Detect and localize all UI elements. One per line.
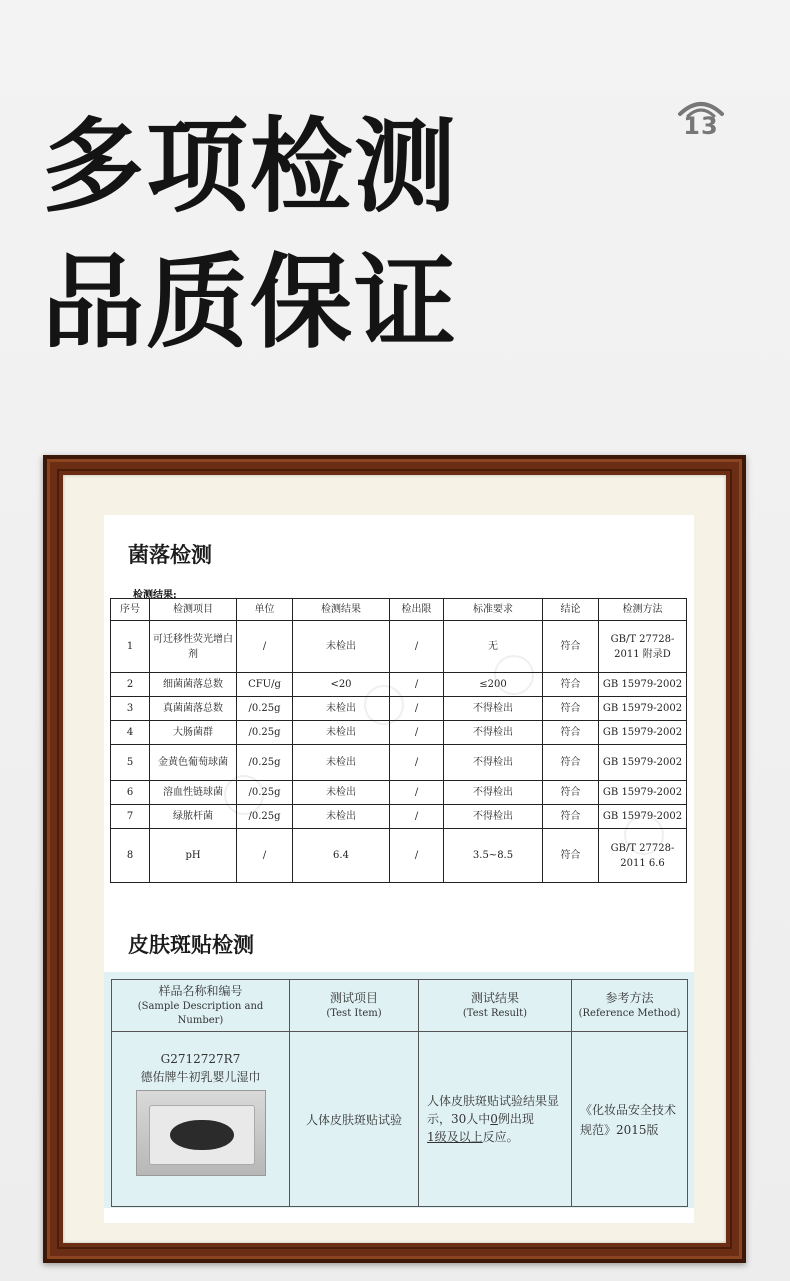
table-cell: / bbox=[390, 673, 444, 697]
table-cell: pH bbox=[150, 829, 237, 883]
table-cell: 溶血性链球菌 bbox=[150, 781, 237, 805]
table-cell: 未检出 bbox=[293, 621, 390, 673]
result-count: 0 bbox=[490, 1112, 498, 1126]
result-label: 检测结果: bbox=[133, 590, 177, 601]
header-en: (Sample Description and Number) bbox=[137, 1001, 264, 1026]
header-cn: 测试结果 bbox=[470, 991, 519, 1005]
table-cell: 符合 bbox=[543, 721, 599, 745]
pack-opening bbox=[170, 1120, 234, 1150]
table-row bbox=[111, 781, 687, 805]
header-en: (Reference Method) bbox=[578, 1008, 681, 1019]
sample-cell bbox=[112, 1032, 290, 1207]
table-cell: 未检出 bbox=[293, 721, 390, 745]
header-cell bbox=[419, 980, 572, 1032]
table-cell: 1 bbox=[111, 621, 150, 673]
result-level: 1级及以上 bbox=[427, 1130, 483, 1144]
table-cell: / bbox=[390, 721, 444, 745]
patch-test-table bbox=[111, 979, 688, 1207]
table-cell: / bbox=[237, 621, 293, 673]
table-cell: 符合 bbox=[543, 805, 599, 829]
table-cell: 金黄色葡萄球菌 bbox=[150, 745, 237, 781]
sample-name: 德佑牌牛初乳婴儿湿巾 bbox=[140, 1070, 261, 1084]
hero-title-line2: 品质保证 bbox=[42, 244, 458, 363]
table-cell: 不得检出 bbox=[444, 697, 543, 721]
table-cell: / bbox=[390, 805, 444, 829]
picture-frame bbox=[43, 455, 746, 1263]
table-cell: 符合 bbox=[543, 745, 599, 781]
table-cell: 符合 bbox=[543, 697, 599, 721]
table-cell: 6.4 bbox=[293, 829, 390, 883]
table-cell: 不得检出 bbox=[444, 721, 543, 745]
table-cell: CFU/g bbox=[237, 673, 293, 697]
table-cell: GB 15979-2002 bbox=[599, 697, 687, 721]
table-cell: 不得检出 bbox=[444, 781, 543, 805]
table-cell: 大肠菌群 bbox=[150, 721, 237, 745]
table-cell: 未检出 bbox=[293, 745, 390, 781]
header-cn: 测试项目 bbox=[329, 991, 378, 1005]
header-cell: 结论 bbox=[543, 599, 599, 621]
table-row bbox=[111, 621, 687, 673]
table-cell: 2 bbox=[111, 673, 150, 697]
table-cell: GB/T 27728-2011 附录D bbox=[599, 621, 687, 673]
table-cell: 7 bbox=[111, 805, 150, 829]
table-cell: 绿脓杆菌 bbox=[150, 805, 237, 829]
table-cell: 3 bbox=[111, 697, 150, 721]
table-header-row bbox=[112, 980, 688, 1032]
hero-title-line1: 多项检测 bbox=[42, 108, 458, 227]
colony-section-title: 菌落检测 bbox=[128, 543, 212, 567]
table-cell: 未检出 bbox=[293, 781, 390, 805]
header-cell: 标准要求 bbox=[444, 599, 543, 621]
table-cell: 无 bbox=[444, 621, 543, 673]
table-cell: 不得检出 bbox=[444, 805, 543, 829]
header-cell: 单位 bbox=[237, 599, 293, 621]
table-cell: 符合 bbox=[543, 781, 599, 805]
table-cell: / bbox=[390, 621, 444, 673]
table-cell: 真菌菌落总数 bbox=[150, 697, 237, 721]
table-row bbox=[111, 721, 687, 745]
table-cell: GB 15979-2002 bbox=[599, 781, 687, 805]
table-cell: 未检出 bbox=[293, 805, 390, 829]
table-row bbox=[111, 805, 687, 829]
wipes-pack-image bbox=[149, 1105, 255, 1165]
header-cell: 检测项目 bbox=[150, 599, 237, 621]
table-cell: /0.25g bbox=[237, 721, 293, 745]
table-cell: 8 bbox=[111, 829, 150, 883]
table-cell: /0.25g bbox=[237, 697, 293, 721]
table-cell: /0.25g bbox=[237, 805, 293, 829]
header-en: (Test Result) bbox=[462, 1008, 528, 1019]
header-cell: 检测结果 bbox=[293, 599, 390, 621]
header-cell bbox=[112, 980, 290, 1032]
table-row bbox=[111, 697, 687, 721]
table-cell: 细菌菌落总数 bbox=[150, 673, 237, 697]
colony-results-table bbox=[110, 598, 687, 883]
header-cell: 检出限 bbox=[390, 599, 444, 621]
table-row bbox=[111, 745, 687, 781]
frame-mat bbox=[63, 475, 726, 1243]
table-cell: GB 15979-2002 bbox=[599, 805, 687, 829]
report-paper bbox=[104, 515, 694, 1223]
table-cell: ≤200 bbox=[444, 673, 543, 697]
result-text: 反应。 bbox=[482, 1130, 519, 1144]
header-cn: 样品名称和编号 bbox=[158, 984, 243, 998]
table-row bbox=[111, 829, 687, 883]
header-cn: 参考方法 bbox=[605, 991, 654, 1005]
table-cell: 5 bbox=[111, 745, 150, 781]
header-cell bbox=[572, 980, 688, 1032]
result-text: 例出现 bbox=[497, 1112, 534, 1126]
table-cell: / bbox=[390, 829, 444, 883]
table-cell: GB 15979-2002 bbox=[599, 673, 687, 697]
table-cell: GB 15979-2002 bbox=[599, 721, 687, 745]
table-cell: /0.25g bbox=[237, 781, 293, 805]
table-cell: GB/T 27728-2011 6.6 bbox=[599, 829, 687, 883]
table-cell: GB 15979-2002 bbox=[599, 745, 687, 781]
patch-section-title: 皮肤斑贴检测 bbox=[128, 933, 254, 957]
test-item: 人体皮肤斑贴试验 bbox=[305, 1113, 402, 1127]
table-cell: 符合 bbox=[543, 829, 599, 883]
header-en: (Test Item) bbox=[326, 1008, 382, 1019]
sample-code: G2712727R7 bbox=[160, 1052, 241, 1066]
product-photo bbox=[136, 1090, 266, 1176]
table-cell: 3.5~8.5 bbox=[444, 829, 543, 883]
table-cell: / bbox=[390, 697, 444, 721]
test-result-cell bbox=[419, 1032, 572, 1207]
table-cell: 6 bbox=[111, 781, 150, 805]
table-header-row bbox=[111, 599, 687, 621]
table-cell: 可迁移性荧光增白剂 bbox=[150, 621, 237, 673]
table-cell: 未检出 bbox=[293, 697, 390, 721]
page-number: 13 bbox=[683, 112, 719, 140]
header-cell bbox=[290, 980, 419, 1032]
table-cell: / bbox=[390, 781, 444, 805]
table-cell: /0.25g bbox=[237, 745, 293, 781]
patch-test-panel bbox=[104, 972, 694, 1208]
table-cell: 符合 bbox=[543, 621, 599, 673]
hero-title bbox=[42, 100, 458, 372]
table-row bbox=[112, 1032, 688, 1207]
table-cell: 符合 bbox=[543, 673, 599, 697]
table-cell: 4 bbox=[111, 721, 150, 745]
result-text: 人体皮肤斑贴试验结果显示，30人中 bbox=[427, 1094, 560, 1126]
page-number-badge bbox=[674, 98, 728, 144]
table-cell: <20 bbox=[293, 673, 390, 697]
table-cell: / bbox=[237, 829, 293, 883]
header-cell: 检测方法 bbox=[599, 599, 687, 621]
test-item-cell bbox=[290, 1032, 419, 1207]
table-cell: / bbox=[390, 745, 444, 781]
header-cell: 序号 bbox=[111, 599, 150, 621]
table-row bbox=[111, 673, 687, 697]
reference-method: 《化妆品安全技术规范》2015版 bbox=[580, 1103, 677, 1137]
reference-cell bbox=[572, 1032, 688, 1207]
table-cell: 不得检出 bbox=[444, 745, 543, 781]
